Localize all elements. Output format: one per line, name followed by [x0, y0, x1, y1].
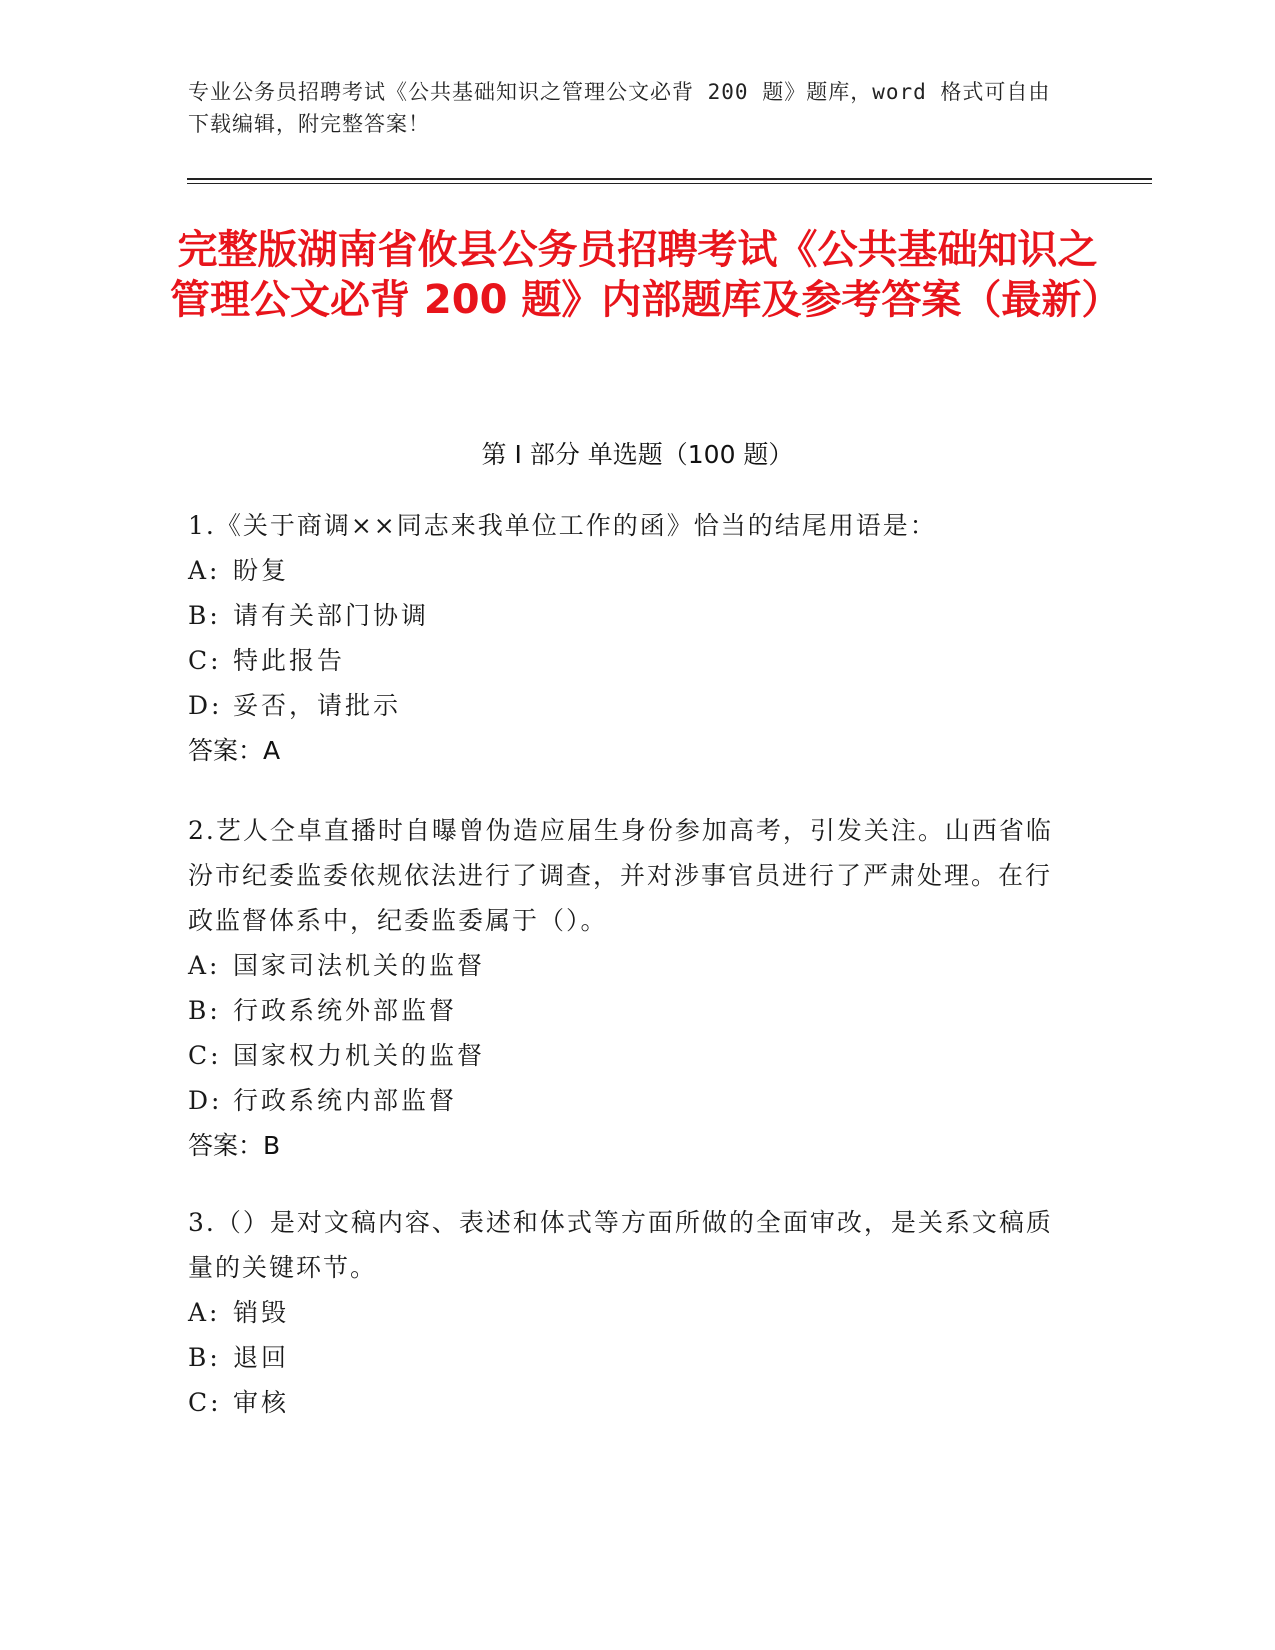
option-d — [188, 1078, 1068, 1123]
option-label: A: — [188, 556, 221, 585]
question-text: 3.（）是对文稿内容、表述和体式等方面所做的全面审改，是关系文稿质量的关键环节。 — [188, 1208, 1053, 1282]
question-1 — [188, 503, 1068, 773]
option-text: 审核 — [233, 1388, 290, 1417]
option-text: 退回 — [233, 1343, 290, 1372]
option-text: 请有关部门协调 — [233, 601, 430, 630]
option-label: C: — [188, 1388, 222, 1417]
option-text: 国家司法机关的监督 — [233, 951, 486, 980]
option-text: 销毁 — [233, 1298, 290, 1327]
option-label: B: — [188, 1343, 221, 1372]
document-title: 完整版湖南省攸县公务员招聘考试《公共基础知识之管理公文必背 200 题》内部题库及参考答案（最新） — [170, 227, 1122, 323]
option-label: A: — [188, 951, 221, 980]
intro-text: 专业公务员招聘考试《公共基础知识之管理公文必背 200 题》题库，word 格式可自由下载编辑，附完整答案！ — [188, 80, 1051, 136]
option-c — [188, 1033, 1068, 1078]
option-a — [188, 943, 1068, 988]
answer: 答案：B — [188, 1131, 281, 1160]
option-d — [188, 683, 1068, 728]
section-heading: 第 I 部分 单选题（100 题） — [481, 440, 794, 469]
option-label: A: — [188, 1298, 221, 1327]
option-text: 国家权力机关的监督 — [233, 1041, 486, 1070]
question-2 — [188, 808, 1068, 1168]
option-b — [188, 988, 1068, 1033]
option-label: D: — [188, 691, 223, 720]
option-b — [188, 1335, 1068, 1380]
option-text: 行政系统外部监督 — [233, 996, 458, 1025]
option-b — [188, 593, 1068, 638]
option-a — [188, 1290, 1068, 1335]
question-3 — [188, 1200, 1068, 1425]
option-label: B: — [188, 996, 221, 1025]
option-label: C: — [188, 646, 222, 675]
option-a — [188, 548, 1068, 593]
option-c — [188, 638, 1068, 683]
option-text: 盼复 — [233, 556, 290, 585]
option-text: 妥否，请批示 — [233, 691, 402, 720]
option-c — [188, 1380, 1068, 1425]
option-label: B: — [188, 601, 221, 630]
answer: 答案：A — [188, 736, 281, 765]
question-text: 2.艺人仝卓直播时自曝曾伪造应届生身份参加高考，引发关注。山西省临汾市纪委监委依规依法进行了调查，并对涉事官员进行了严肃处理。在行政监督体系中，纪委监委属于（）。 — [188, 816, 1053, 935]
option-label: D: — [188, 1086, 223, 1115]
header-divider — [187, 178, 1152, 184]
option-text: 特此报告 — [233, 646, 346, 675]
option-text: 行政系统内部监督 — [233, 1086, 458, 1115]
question-text: 1.《关于商调××同志来我单位工作的函》恰当的结尾用语是： — [188, 511, 937, 540]
option-label: C: — [188, 1041, 222, 1070]
